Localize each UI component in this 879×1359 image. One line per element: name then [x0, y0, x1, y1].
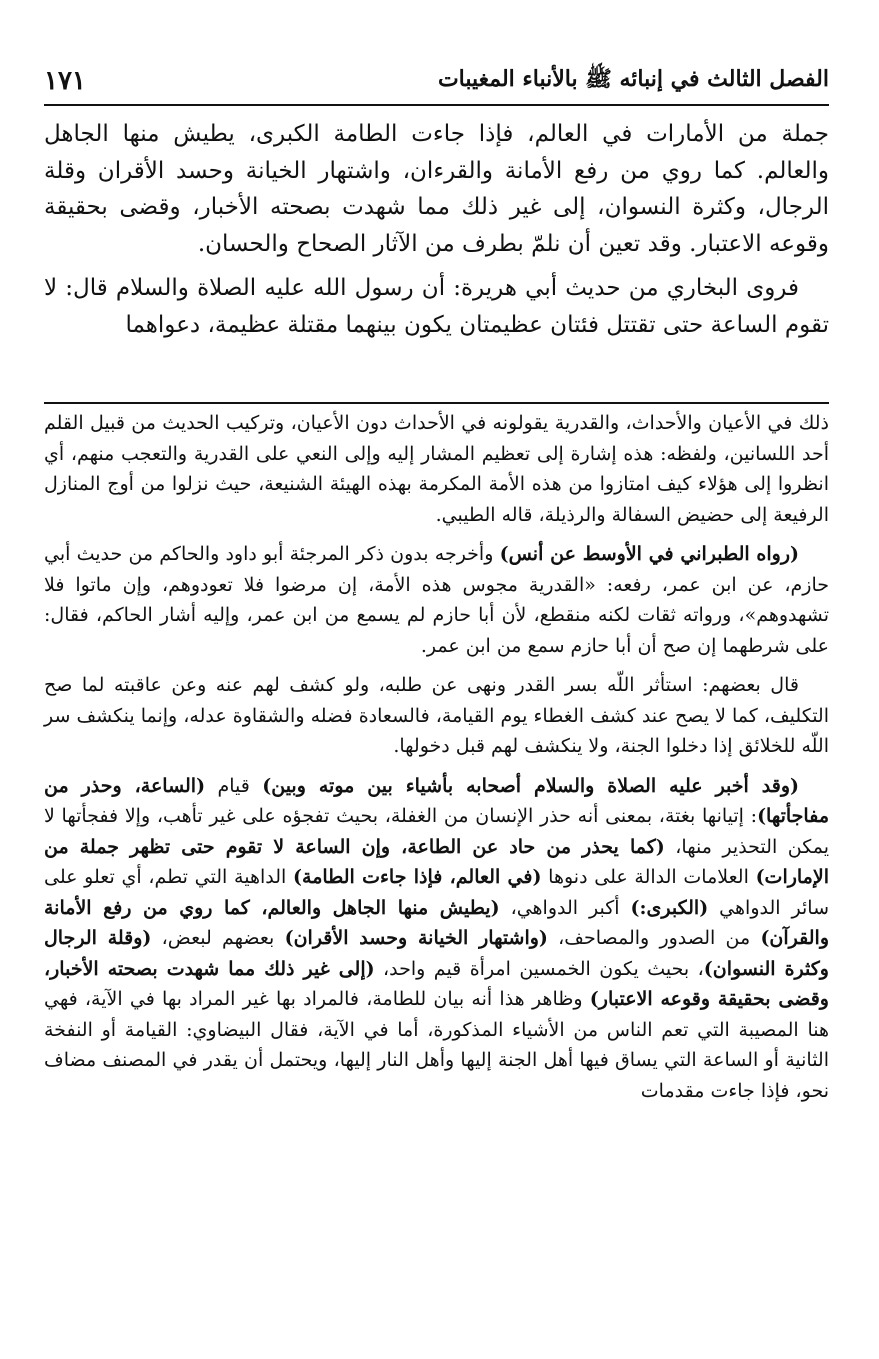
commentary-paragraph: [44, 771, 829, 1107]
commentary-text: ، بحيث يكون الخمسين امرأة قيم واحد،: [374, 957, 704, 980]
commentary-text: من الصدور والمصاحف،: [547, 927, 761, 949]
commentary: [44, 408, 829, 1115]
commentary-text: وأخرجه بدون ذكر المرجئة أبو داود والحاكم من حديث أبي حازم، عن ابن عمر، رفعه: «القدرية مجوس هذه الأمة، إن مرضوا فلا تعودوهم، وإن ماتوا فلا تشهدوهم»، ورواته ثقات لكنه منقطع، لأن أبا حازم لم يسمع من ابن عمر، وإليه أشار الحاكم، فقال: على شرطهما إن صح أن أبا حازم سمع من ابن عمر.: [44, 543, 829, 657]
quoted-text: (في العالم، فإذا جاءت الطامة): [293, 866, 542, 888]
quoted-text: (كما يحذر من حاد عن الطاعة، وإن الساعة لا تقوم حتى تظهر جملة من الإمارات): [44, 835, 829, 888]
quoted-text: (يطيش منها الجاهل والعالم، كما روي من رفع الأمانة والقرآن): [44, 896, 829, 949]
commentary-text: : إتيانها بغتة، بمعنى أنه حذر الإنسان من الغفلة، بحيث تفجؤه على غير تأهب، وإلا ففجأتها لا يمكن التحذير منها،: [44, 805, 829, 858]
quoted-text: (وقلة الرجال وكثرة النسوان): [44, 927, 829, 980]
main-paragraph: جملة من الأمارات في العالم، فإذا جاءت الطامة الكبرى، يطيش منها الجاهل والعالم. كما روي من رفع الأمانة والقرءان، واشتهار الخيانة وحسد الأقران وقلة الرجال، وكثرة النسوان، إلى غير ذلك مما شهدت بصحته الأخبار، وقضى بحقيقة وقوعه الاعتبار. وقد تعين أن نلمّ بطرف من الآثار الصحاح والحسان.: [44, 121, 829, 257]
commentary-paragraph: قال بعضهم: استأثر اللّه بسر القدر ونهى عن طلبه، ولو كشف لهم عنه وعن عاقبته لما صح التكليف، كما لا يصح عند كشف الغطاء يوم القيامة، فالسعادة فضله والشقاوة عدله، وإنما ينكشف سر اللّه للخلائق إذا دخلوا الجنة، ولا ينكشف لهم قبل دخولها.: [44, 674, 829, 757]
commentary-paragraph: [44, 539, 829, 661]
commentary-text: الداهية التي تطم، أي تعلو على سائر الدواهي: [44, 866, 829, 919]
commentary-text: بعضهم لبعض،: [151, 927, 285, 949]
quoted-text: (الكبرى:): [630, 896, 709, 919]
page-number: ١٧١: [44, 66, 86, 96]
commentary-text: العلامات الدالة على دنوها: [541, 866, 756, 888]
quoted-text: (واشتهار الخيانة وحسد الأقران): [284, 927, 548, 949]
quoted-text: (الساعة، وحذر من مفاجأتها): [44, 774, 829, 827]
quoted-text: (رواه الطبراني في الأوسط عن أنس): [499, 543, 800, 565]
main-paragraph: فروى البخاري من حديث أبي هريرة: أن رسول الله عليه الصلاة والسلام قال: لا تقوم الساعة حتى تقتتل فئتان عظيمتان يكون بينهما مقتلة عظيمة، دعواهما: [44, 275, 829, 338]
main-text: [44, 116, 829, 351]
footnote-divider: [44, 402, 829, 404]
page-header: [44, 58, 829, 106]
commentary-text: وظاهر هذا أنه بيان للطامة، فالمراد بها غير المراد بها في الآية، فهي هنا المصيبة التي تعم الناس من الأشياء المذكورة، أما في الآية، فقال البيضاوي: القيامة أو النفخة الثانية أو الساعة التي يساق فيها أهل الجنة إليها وأهل النار إليها، ويحتمل أن يقدر في المصنف مضاف نحو، فإذا جاءت مقدمات: [44, 988, 829, 1102]
commentary-text: قيام: [205, 774, 263, 797]
quoted-text: (إلى غير ذلك مما شهدت بصحته الأخبار، وقضى بحقيقة وقوعه الاعتبار): [44, 957, 829, 1010]
running-title: الفصل الثالث في إنبائه ﷺ بالأنباء المغيبات: [437, 66, 829, 92]
commentary-text: أكبر الدواهي،: [499, 896, 631, 919]
quoted-text: (وقد أخبر عليه الصلاة والسلام أصحابه بأشياء بين موته وبين): [262, 774, 799, 797]
commentary-paragraph: ذلك في الأعيان والأحداث، والقدرية يقولونه في الأحداث دون الأعيان، وتركيب الحديث من قبيل القلم أحد اللسانين، ولفظه: هذه إشارة إلى تعظيم المشار إليه وإلى النعي على القدرية والتعجب منهم، أي انظروا إلى هؤلاء كيف امتازوا من هذه الأمة المكرمة بهذه الهيئة الشنيعة، حيث نزلوا من أوج المنازل الرفيعة إلى حضيض السفالة والرذيلة، قاله الطيبي.: [44, 412, 829, 526]
